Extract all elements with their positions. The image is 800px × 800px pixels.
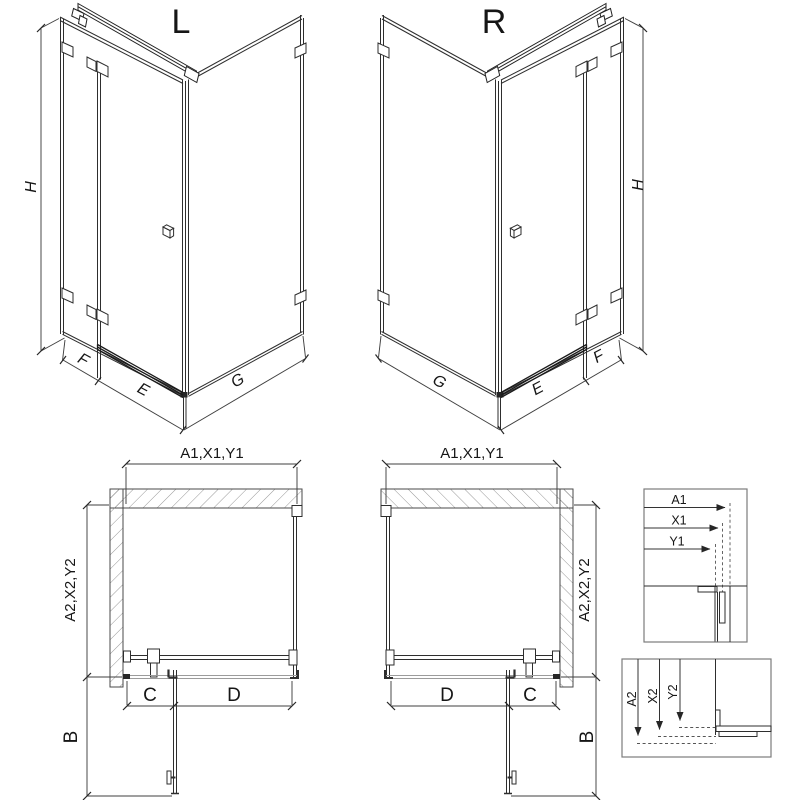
label-side-r: G xyxy=(429,371,449,393)
wall-profile-section-top xyxy=(644,586,747,642)
label-fixed-r: F xyxy=(590,347,608,367)
label-width-plan-l: A1,X1,Y1 xyxy=(180,445,244,462)
detail-label-y2: Y2 xyxy=(666,684,680,700)
label-door-l: E xyxy=(134,380,152,401)
detail-label-x2: X2 xyxy=(646,688,660,704)
label-depth-plan-l: A2,X2,Y2 xyxy=(62,558,79,622)
label-door-r: E xyxy=(529,379,547,400)
plan-view-left xyxy=(83,460,302,800)
label-width-plan-r: A1,X1,Y1 xyxy=(440,445,504,462)
label-d-plan-l: D xyxy=(227,685,241,706)
label-height-r: H xyxy=(630,179,647,191)
label-depth-plan-r: A2,X2,Y2 xyxy=(576,558,593,622)
detail-label-a2: A2 xyxy=(625,691,639,707)
detail-label-x1: X1 xyxy=(671,513,687,528)
detail-box-width-dims xyxy=(644,489,747,642)
label-doorswing-plan-r: B xyxy=(577,730,598,744)
iso-view-left xyxy=(37,4,309,435)
title-right-version: R xyxy=(481,3,507,41)
detail-box-depth-dims xyxy=(622,659,771,757)
detail-label-y1: Y1 xyxy=(669,534,685,549)
label-doorswing-plan-l: B xyxy=(61,730,82,744)
label-fixed-l: F xyxy=(74,350,92,370)
wall-profile-section-side xyxy=(716,659,772,737)
label-side-l: G xyxy=(228,370,248,392)
label-c-plan-l: C xyxy=(143,685,157,706)
detail-label-a1: A1 xyxy=(671,493,687,507)
title-left-version: L xyxy=(171,3,191,41)
label-height-l: H xyxy=(23,181,40,193)
label-d-plan-r: D xyxy=(440,685,454,706)
iso-view-right xyxy=(376,4,648,435)
label-c-plan-r: C xyxy=(523,685,537,706)
plan-view-right xyxy=(381,460,600,800)
